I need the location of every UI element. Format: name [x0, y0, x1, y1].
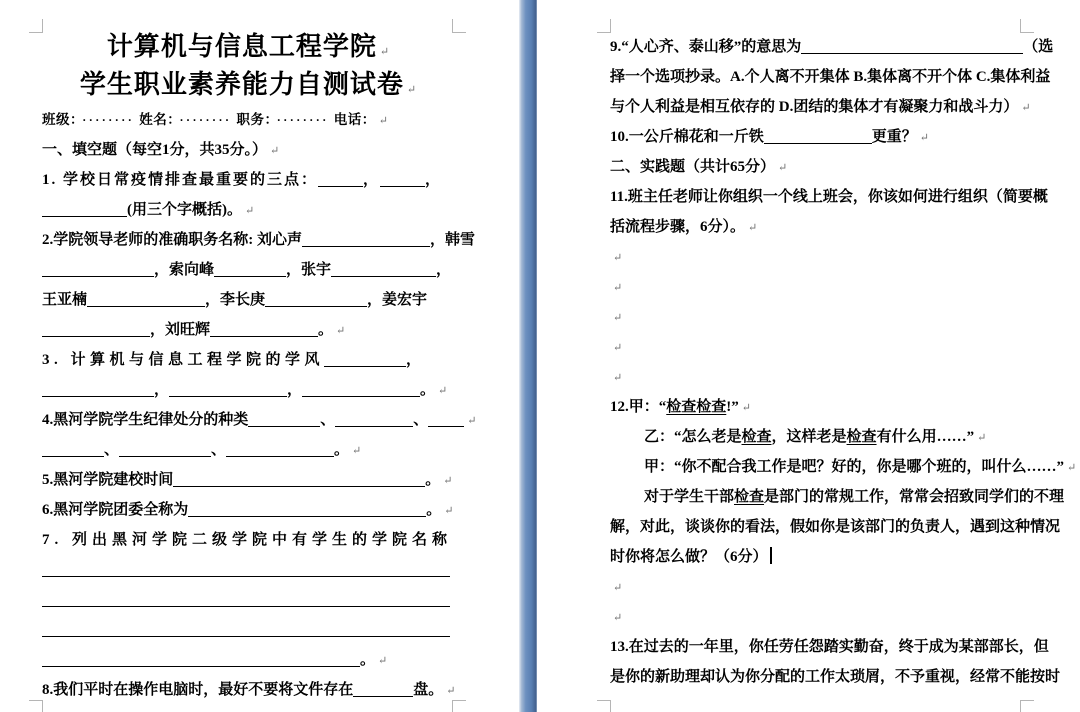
- paragraph-mark-icon: ↵: [438, 385, 448, 397]
- text-run: 盘。: [413, 682, 444, 698]
- paragraph-mark-icon: ↵: [613, 252, 623, 264]
- page-2[interactable]: [537, 0, 1080, 712]
- paragraph-mark-icon: ↵: [1067, 462, 1077, 474]
- answer-blank: [265, 292, 367, 307]
- text-run: 11.班主任老师让你组织一个线上班会，你该如何进行组织（简要概: [610, 189, 1048, 205]
- text-run: 10.一公斤棉花和一斤铁: [610, 129, 764, 145]
- question-12-cont[interactable]: [610, 422, 1052, 452]
- question-9-cont[interactable]: [610, 62, 1052, 92]
- text-run: 5.黑河学院建校时间: [42, 472, 174, 488]
- empty-line[interactable]: [610, 602, 1052, 632]
- answer-blank: [42, 652, 360, 667]
- question-2-cont[interactable]: [42, 315, 454, 345]
- text-run: 、: [413, 412, 429, 428]
- margin-mark-icon: [452, 19, 466, 33]
- answer-blank: [380, 172, 425, 187]
- paragraph-mark-icon: ↵: [406, 84, 417, 96]
- text-run: 。: [420, 382, 436, 398]
- question-12-cont[interactable]: [610, 482, 1065, 512]
- text-run: 7. 列出黑河学院二级学院中有学生的学院名称: [42, 532, 453, 548]
- text-run: ，: [406, 352, 426, 368]
- answer-blank: [42, 382, 154, 397]
- text-run: 对于学生干部: [644, 489, 735, 505]
- question-5[interactable]: [42, 465, 454, 495]
- text-run: ，: [287, 382, 303, 398]
- text-run: 、: [211, 442, 227, 458]
- text-run: ，: [154, 382, 170, 398]
- text-run: 时你将怎么做？（6分）: [610, 549, 768, 565]
- text-run: 是你的新助理却认为你分配的工作太琐屑，不予重视，经常不能按时: [610, 669, 1061, 685]
- paragraph-mark-icon: ↵: [778, 162, 788, 174]
- question-7-answer-line[interactable]: [42, 615, 454, 645]
- answer-blank: [324, 352, 406, 367]
- paragraph-mark-icon: ↵: [741, 402, 751, 414]
- paragraph-mark-icon: ↵: [977, 432, 987, 444]
- section-2-heading[interactable]: [610, 152, 1052, 182]
- question-10[interactable]: [610, 122, 1052, 152]
- text-run: 8.我们平时在操作电脑时，最好不要将文件存在: [42, 682, 354, 698]
- text-run: ，李长庚: [205, 292, 266, 308]
- text-run: ，姜宏宇: [367, 292, 428, 308]
- page-gap-divider: [519, 0, 537, 712]
- question-6[interactable]: [42, 495, 454, 525]
- question-12-cont[interactable]: [610, 452, 1077, 482]
- text-run: 括流程步骤，6分）。: [610, 219, 746, 235]
- underlined-text: 检查: [734, 489, 765, 505]
- empty-line[interactable]: [610, 272, 1052, 302]
- text-run: 3. 计算机与信息工程学院的学风: [42, 352, 325, 368]
- text-run: ，韩雪: [430, 232, 476, 248]
- answer-blank: [428, 412, 464, 427]
- text-run: 电话：: [333, 112, 376, 127]
- text-run: 。: [425, 472, 441, 488]
- answer-blank: [226, 442, 334, 457]
- answer-blank: [169, 382, 287, 397]
- text-run: 、: [320, 412, 336, 428]
- text-run: 9.“人心齐、泰山移”的意思为: [610, 39, 802, 55]
- answer-blank: [87, 292, 205, 307]
- paragraph-mark-icon: ↵: [613, 582, 623, 594]
- question-4[interactable]: [42, 405, 477, 435]
- text-run: 1. 学校日常疫情排查最重要的三点：: [42, 172, 319, 188]
- question-7[interactable]: [42, 525, 454, 555]
- paragraph-mark-icon: ↵: [1021, 102, 1031, 114]
- text-run: !”: [726, 399, 739, 415]
- answer-blank: [42, 262, 154, 277]
- question-3-cont[interactable]: [42, 375, 454, 405]
- text-run: 、: [104, 442, 120, 458]
- doc-title-line-1[interactable]: [42, 28, 454, 66]
- answer-blank: [318, 172, 363, 187]
- question-3[interactable]: [42, 345, 454, 375]
- question-7-answer-line[interactable]: [42, 585, 454, 615]
- text-run: ，张宇: [286, 262, 332, 278]
- answer-blank: [188, 502, 426, 517]
- margin-mark-icon: [29, 19, 43, 33]
- paragraph-mark-icon: ↵: [378, 655, 388, 667]
- text-run: 计算机与信息工程学院: [106, 32, 377, 61]
- question-1[interactable]: [42, 165, 454, 195]
- answer-blank: [248, 412, 320, 427]
- paragraph-mark-icon: ↵: [613, 372, 623, 384]
- answer-blank: [210, 322, 318, 337]
- text-run: 。: [360, 652, 376, 668]
- text-run: （选: [1023, 39, 1054, 55]
- text-run: 是部门的常规工作，常常会招致同学们的不理: [764, 489, 1065, 505]
- paragraph-mark-icon: ↵: [443, 475, 453, 487]
- question-4-cont[interactable]: [42, 435, 454, 465]
- paragraph-mark-icon: ↵: [352, 445, 362, 457]
- paragraph-mark-icon: ↵: [379, 46, 390, 58]
- answer-blank: [302, 232, 430, 247]
- empty-line[interactable]: [610, 332, 1052, 362]
- text-run: ，刘旺辉: [150, 322, 211, 338]
- question-2-cont[interactable]: [42, 255, 454, 285]
- paragraph-mark-icon: ↵: [613, 612, 623, 624]
- text-run: 。: [426, 502, 442, 518]
- question-1-cont[interactable]: [42, 195, 454, 225]
- text-run: (用三个字概括)。: [127, 202, 242, 218]
- dotted-leader: ········: [82, 113, 135, 127]
- text-run: 王亚楠: [42, 292, 88, 308]
- text-run: 乙：“怎么老是: [644, 429, 742, 445]
- answer-blank: [42, 442, 104, 457]
- empty-line[interactable]: [610, 362, 1052, 392]
- question-12-cont[interactable]: [610, 542, 1052, 572]
- answer-blank: [302, 382, 420, 397]
- text-run: 。: [334, 442, 350, 458]
- answer-blank: [42, 202, 127, 217]
- paragraph-mark-icon: ↵: [446, 685, 456, 697]
- question-8[interactable]: [42, 675, 454, 705]
- empty-line[interactable]: [610, 302, 1052, 332]
- answer-blank: [214, 262, 286, 277]
- answer-blank: [42, 562, 450, 577]
- text-run: ，这样老是: [771, 429, 847, 445]
- answer-blank: [335, 412, 413, 427]
- section-1-heading[interactable]: [42, 135, 454, 165]
- text-run: 择一个选项抄录。A.个人离不开集体 B.集体离不开个体 C.集体利益: [610, 69, 1051, 85]
- text-run: 学生职业素养能力自测试卷: [79, 70, 404, 99]
- question-9[interactable]: [610, 32, 1052, 62]
- text-run: 职务：: [236, 112, 272, 127]
- question-12[interactable]: [610, 392, 1052, 422]
- text-run: 一、填空题（每空1分，共35分。）: [42, 142, 268, 158]
- left-page-content[interactable]: [42, 28, 477, 705]
- empty-line[interactable]: [610, 242, 1052, 272]
- question-13-cont[interactable]: [610, 662, 1061, 692]
- question-9-cont[interactable]: [610, 92, 1052, 122]
- paragraph-mark-icon: ↵: [748, 222, 758, 234]
- margin-mark-icon: [452, 700, 466, 712]
- answer-blank: [42, 622, 450, 637]
- margin-mark-icon: [1020, 19, 1034, 33]
- question-12-cont[interactable]: [610, 512, 1061, 542]
- paragraph-mark-icon: ↵: [613, 312, 623, 324]
- text-run: 班级：: [42, 112, 78, 127]
- answer-blank: [119, 442, 211, 457]
- text-run: 4.黑河学院学生纪律处分的种类: [42, 412, 249, 428]
- text-run: 更重？: [871, 129, 917, 145]
- dotted-leader: ········: [276, 113, 329, 127]
- margin-mark-icon: [29, 700, 43, 712]
- text-run: 6.黑河学院团委全称为: [42, 502, 189, 518]
- doc-title-line-2[interactable]: [42, 66, 454, 104]
- question-11-cont[interactable]: [610, 212, 1052, 242]
- text-run: ，: [425, 172, 443, 188]
- text-run: 13.在过去的一年里，你任劳任怨踏实勤奋，终于成为某部部长，但: [610, 639, 1049, 655]
- answer-blank: [764, 129, 872, 144]
- text-cursor: [770, 547, 772, 564]
- question-2[interactable]: [42, 225, 476, 255]
- paragraph-mark-icon: ↵: [378, 115, 389, 127]
- text-run: 2.学院领导老师的准确职务名称: 刘心声: [42, 232, 302, 248]
- paragraph-mark-icon: ↵: [270, 145, 280, 157]
- answer-blank: [331, 262, 436, 277]
- question-7-answer-line[interactable]: [42, 555, 454, 585]
- right-page-content[interactable]: [610, 32, 1077, 692]
- margin-mark-icon: [597, 700, 611, 712]
- text-run: ，: [363, 172, 381, 188]
- question-11[interactable]: [610, 182, 1052, 212]
- text-run: 。: [318, 322, 334, 338]
- answer-blank: [353, 682, 413, 697]
- text-run: 甲：“你不配合我工作是吧？好的，你是哪个班的，叫什么……”: [644, 459, 1065, 475]
- text-run: 12.甲：“: [610, 399, 667, 415]
- answer-blank: [801, 39, 1023, 54]
- text-run: 二、实践题（共计65分）: [610, 159, 776, 175]
- paragraph-mark-icon: ↵: [444, 505, 454, 517]
- empty-line[interactable]: [610, 572, 1052, 602]
- paragraph-mark-icon: ↵: [613, 282, 623, 294]
- page-1[interactable]: [0, 0, 519, 712]
- answer-blank: [42, 322, 150, 337]
- answer-blank: [42, 592, 450, 607]
- paragraph-mark-icon: ↵: [613, 342, 623, 354]
- text-run: 解，对此，谈谈你的看法，假如你是该部门的负责人，遇到这种情况: [610, 519, 1061, 535]
- question-13[interactable]: [610, 632, 1052, 662]
- paragraph-mark-icon: ↵: [467, 415, 477, 427]
- underlined-text: 检查检查: [666, 399, 727, 415]
- underlined-text: 检查: [846, 429, 877, 445]
- text-run: 与个人利益是相互依存的 D.团结的集体才有凝聚力和战斗力）: [610, 99, 1019, 115]
- paragraph-mark-icon: ↵: [245, 205, 255, 217]
- text-run: 姓名：: [139, 112, 175, 127]
- text-run: ，索向峰: [154, 262, 215, 278]
- underlined-text: 检查: [741, 429, 772, 445]
- paragraph-mark-icon: ↵: [336, 325, 346, 337]
- dotted-leader: ········: [179, 113, 232, 127]
- info-row[interactable]: [42, 104, 454, 135]
- margin-mark-icon: [597, 19, 611, 33]
- answer-blank: [173, 472, 425, 487]
- margin-mark-icon: [1020, 700, 1034, 712]
- paragraph-mark-icon: ↵: [919, 132, 929, 144]
- text-run: ，: [436, 262, 452, 278]
- question-7-answer-line[interactable]: [42, 645, 454, 675]
- question-2-cont[interactable]: [42, 285, 454, 315]
- text-run: 有什么用……”: [876, 429, 975, 445]
